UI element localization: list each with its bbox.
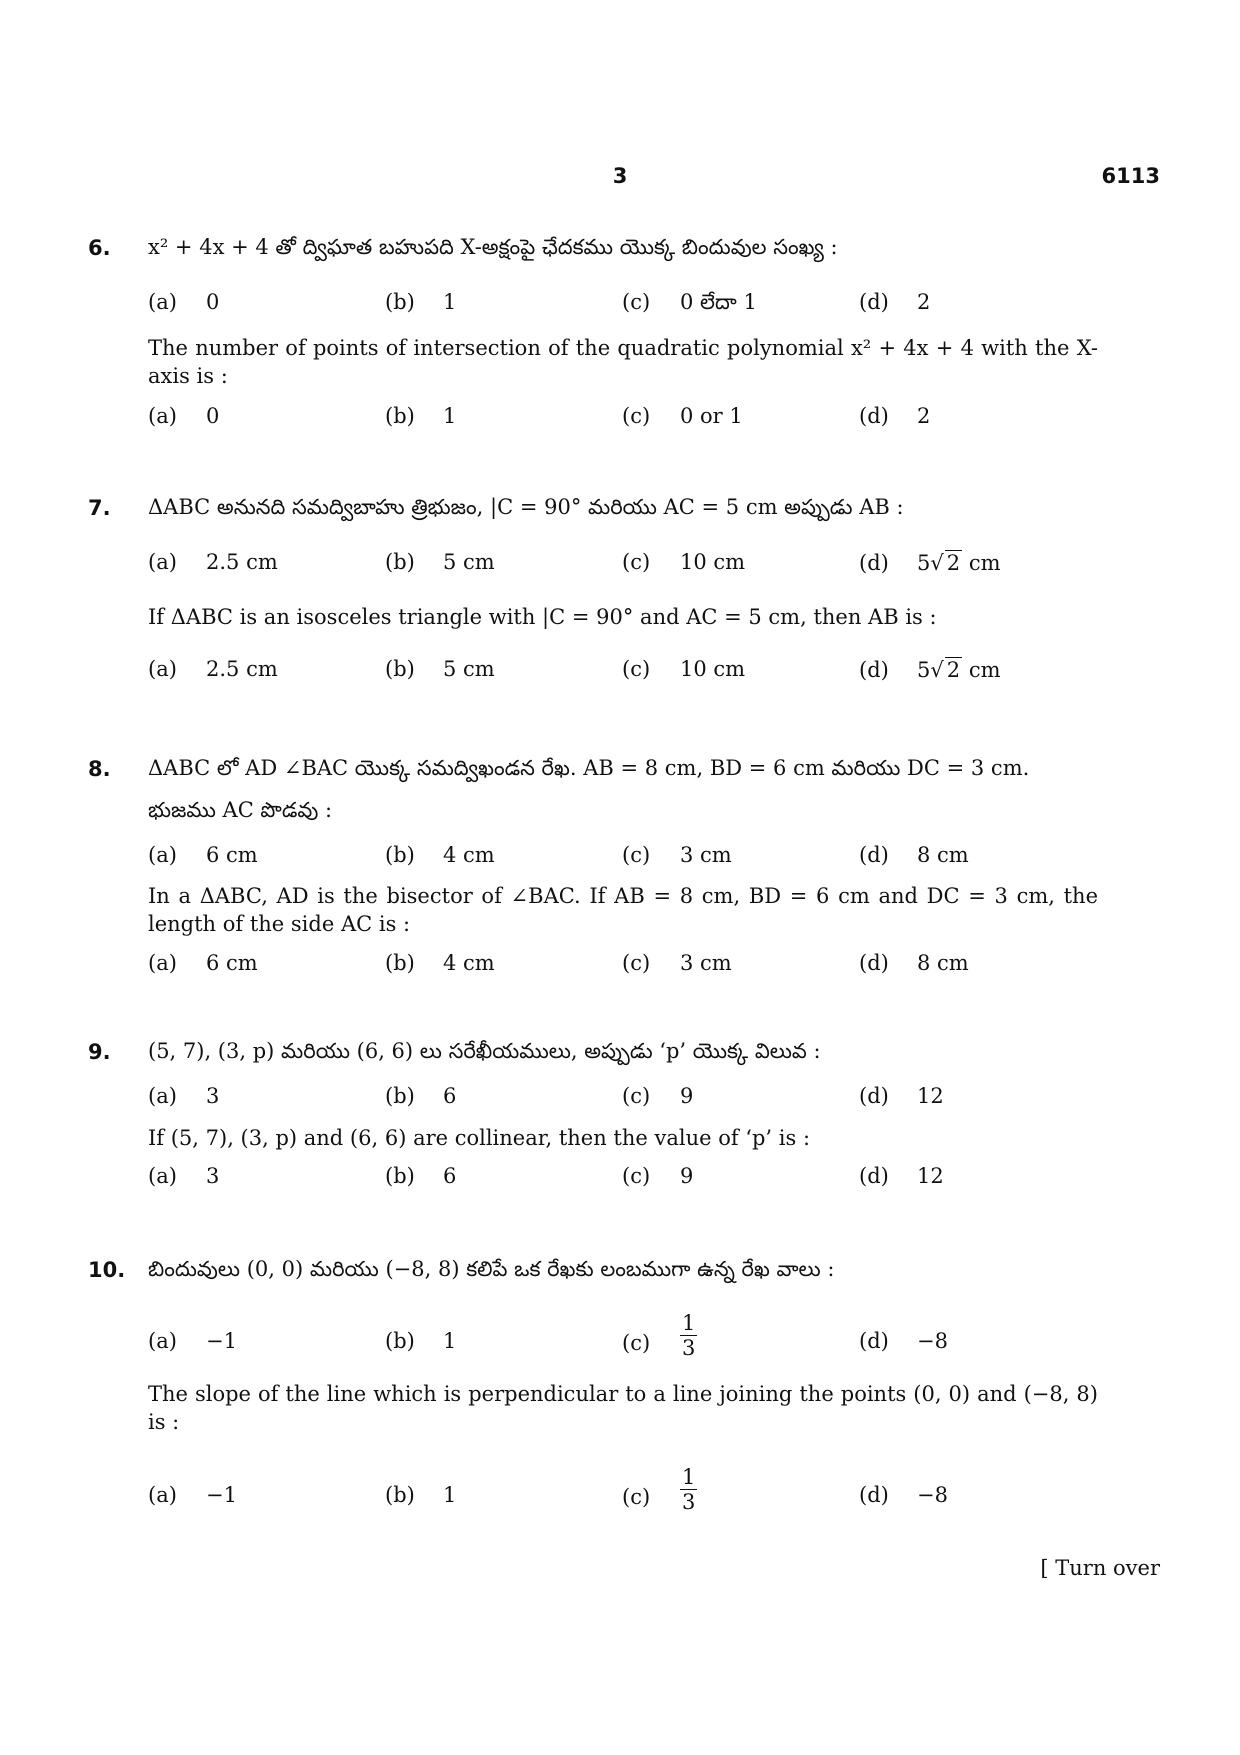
question-text-english: The slope of the line which is perpendicular to a line joining the points (0, 0) and (−8, 8) is : [148, 1382, 1098, 1434]
option-b: (b) 4 cm [385, 843, 495, 867]
option-d: (d) −8 [859, 1483, 948, 1507]
options-english [148, 951, 1098, 991]
option-d: (d) 2 [859, 404, 931, 428]
question-text-telugu: ΔABC అనునది సమద్విబాహు త్రిభుజం, |C = 90° మరియు AC = 5 cm అప్పుడు AB : [148, 495, 904, 519]
surd-expression: 5√ 2 cm [917, 658, 1001, 682]
question-text-english: If (5, 7), (3, p) and (6, 6) are collinear, then the value of ‘p’ is : [148, 1126, 811, 1150]
option-b: (b) 1 [385, 290, 457, 314]
question-text-english: In a ΔABC, AD is the bisector of ∠BAC. If AB = 8 cm, BD = 6 cm and DC = 3 cm, the length of the side AC is : [148, 884, 1098, 936]
option-c: (c) $\frac{1}{3}$ [622, 1465, 696, 1514]
options-english [148, 657, 1098, 697]
question-number: 10. [88, 1258, 126, 1282]
option-d: (d) 8 cm [859, 951, 969, 975]
options-english [148, 404, 1098, 444]
option-b: (b) 5 cm [385, 550, 495, 574]
options-english [148, 1164, 1098, 1204]
fraction-one-third: $\frac{1}{3}$ [682, 1311, 696, 1360]
option-b: (b) 6 [385, 1084, 457, 1108]
option-a: (a) 6 cm [148, 951, 258, 975]
page-number: 3 [612, 164, 628, 188]
options-telugu [148, 843, 1098, 883]
options-telugu [148, 1084, 1098, 1124]
option-b: (b) 1 [385, 404, 457, 428]
option-c: (c) 10 cm [622, 657, 746, 681]
option-d: (d) 5√ 2 cm [859, 551, 1001, 575]
question-number: 7. [88, 496, 111, 520]
option-a: (a) −1 [148, 1483, 237, 1507]
option-b: (b) 1 [385, 1483, 457, 1507]
option-a: (a) 2.5 cm [148, 550, 278, 574]
question-text-telugu: బిందువులు (0, 0) మరియు (−8, 8) కలిపే ఒక రేఖకు లంబముగా ఉన్న రేఖ వాలు : [148, 1257, 835, 1281]
option-b: (b) 4 cm [385, 951, 495, 975]
question-number: 8. [88, 757, 111, 781]
surd-expression: 5√ 2 cm [917, 551, 1001, 575]
option-d: (d) 8 cm [859, 843, 969, 867]
question-text-english: If ΔABC is an isosceles triangle with |C = 90° and AC = 5 cm, then AB is : [148, 605, 937, 629]
option-b: (b) 1 [385, 1329, 457, 1353]
option-c: (c) 3 cm [622, 951, 732, 975]
fraction-one-third: $\frac{1}{3}$ [682, 1465, 696, 1514]
option-a: (a) 3 [148, 1164, 220, 1188]
option-a: (a) 0 [148, 290, 220, 314]
question-text-telugu-line-2: భుజము AC పొడవు : [148, 798, 333, 822]
options-telugu [148, 290, 1098, 330]
question-text-telugu-line-1: ΔABC లో AD ∠BAC యొక్క సమద్విఖండన రేఖ. AB = 8 cm, BD = 6 cm మరియు DC = 3 cm. [148, 756, 1030, 780]
option-c: (c) 9 [622, 1084, 694, 1108]
turn-over-note: [ Turn over [1040, 1556, 1160, 1580]
question-text-telugu: (5, 7), (3, p) మరియు (6, 6) లు సరేఖీయములు, అప్పుడు ‘p’ యొక్క విలువ : [148, 1039, 821, 1063]
question-number: 9. [88, 1040, 111, 1064]
option-a: (a) 6 cm [148, 843, 258, 867]
paper-code: 6113 [1101, 164, 1160, 188]
option-d: (d) −8 [859, 1329, 948, 1353]
option-a: (a) 2.5 cm [148, 657, 278, 681]
option-c: (c) 3 cm [622, 843, 732, 867]
option-c: (c) 0 లేదా 1 [622, 290, 757, 314]
option-a: (a) 0 [148, 404, 220, 428]
option-b: (b) 5 cm [385, 657, 495, 681]
option-c: (c) 0 or 1 [622, 404, 743, 428]
option-c: (c) 9 [622, 1164, 694, 1188]
options-telugu [148, 550, 1098, 590]
options-english [148, 1465, 1098, 1523]
question-text-telugu: x² + 4x + 4 తో ద్విఘాత బహుపది X-అక్షంపై ఛేదకము యొక్క బిందువుల సంఖ్య : [148, 235, 838, 259]
option-d: (d) 12 [859, 1084, 944, 1108]
option-c: (c) 10 cm [622, 550, 746, 574]
options-telugu [148, 1311, 1098, 1369]
option-c: (c) $\frac{1}{3}$ [622, 1311, 696, 1360]
option-a: (a) 3 [148, 1084, 220, 1108]
option-a: (a) −1 [148, 1329, 237, 1353]
option-d: (d) 12 [859, 1164, 944, 1188]
option-d: (d) 2 [859, 290, 931, 314]
question-number: 6. [88, 236, 111, 260]
option-d: (d) 5√ 2 cm [859, 658, 1001, 682]
option-b: (b) 6 [385, 1164, 457, 1188]
question-text-english: The number of points of intersection of the quadratic polynomial x² + 4x + 4 with the X-axis is : [148, 336, 1098, 388]
